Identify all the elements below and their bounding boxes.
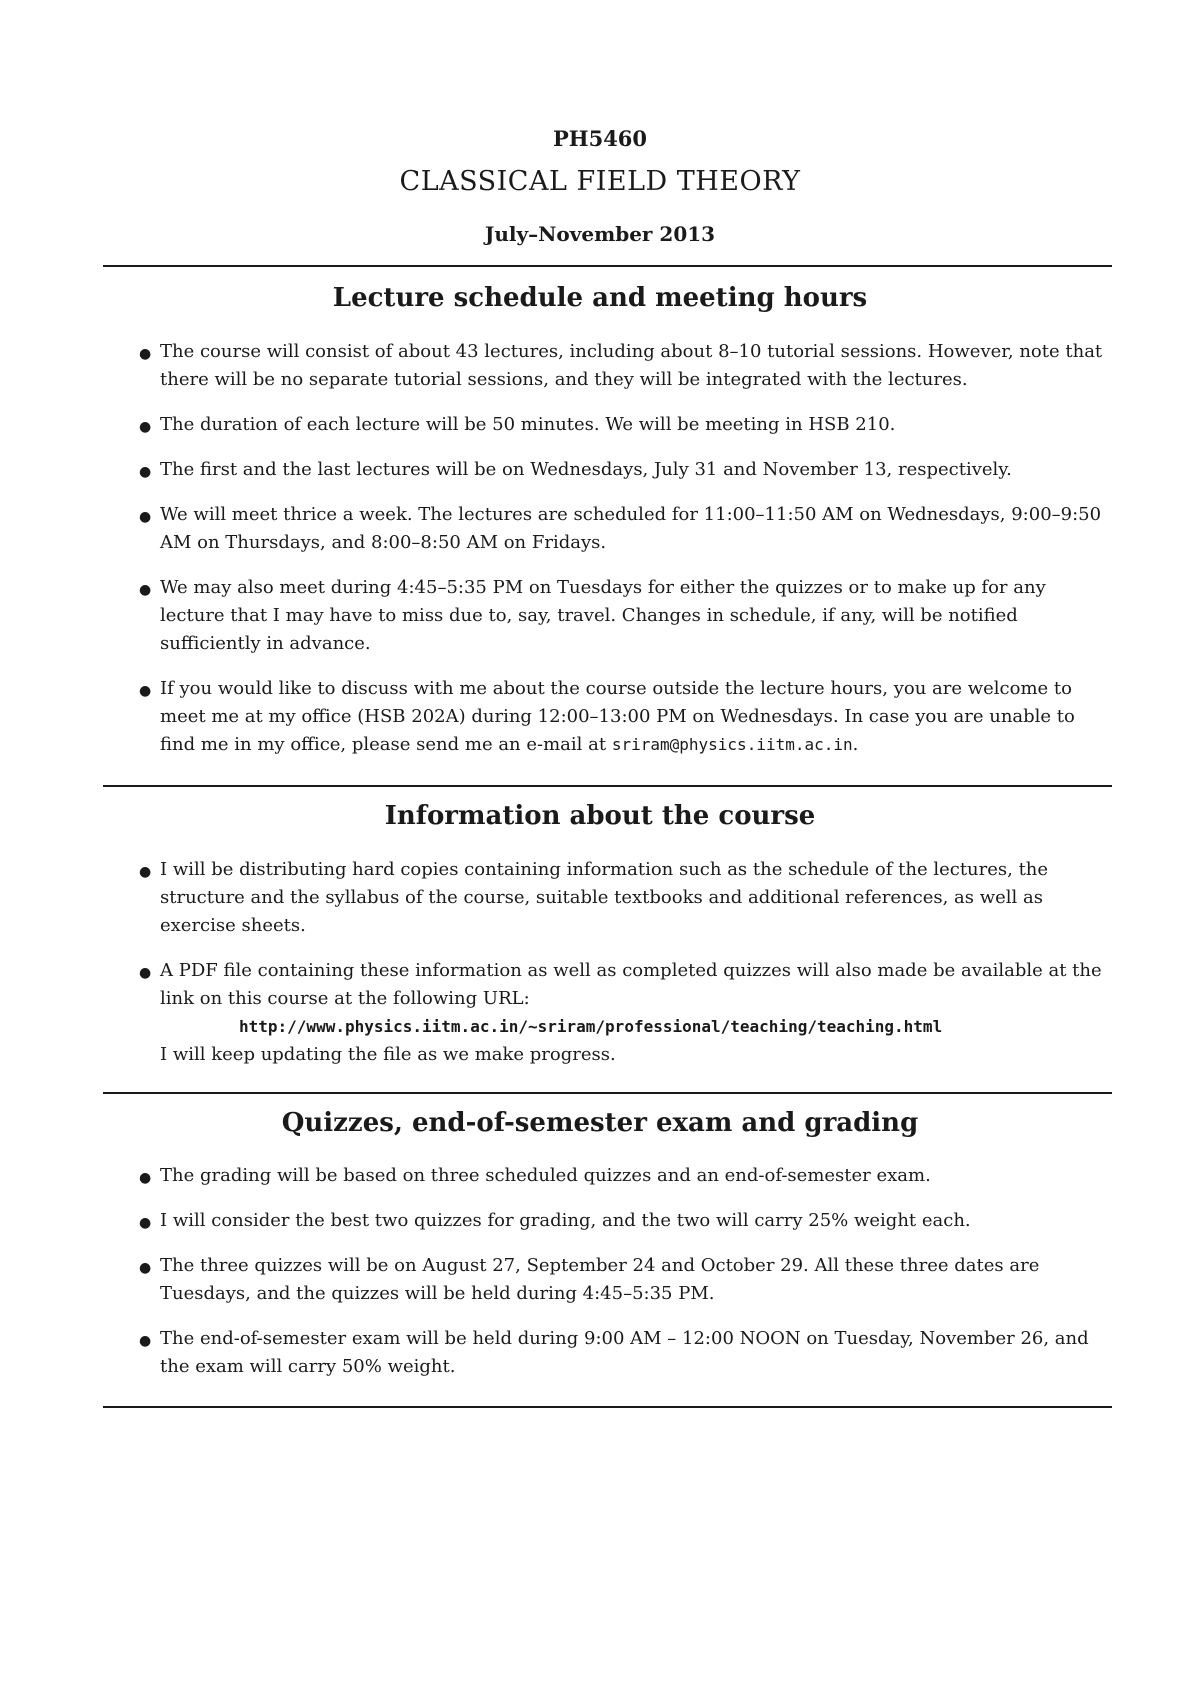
list-item: ● The end-of-semester exam will be held during 9:00 AM – 12:00 NOON on Tuesday, November 26, and the exam will carry 50% weight. bbox=[139, 1328, 1089, 1377]
bullet-icon: ● bbox=[139, 419, 152, 435]
list-item: ● The course will consist of about 43 lectures, including about 8–10 tutorial sessions. However, note that there will be no separate tutorial sessions, and they will be integrated with the lectures. bbox=[139, 341, 1103, 390]
list-item: ● A PDF file containing these information as well as completed quizzes will also made be available at the link on this course at the following URL: http://www.physics.iitm.ac.in/~sriram/professional/teaching/teaching.html I will keep updating the file as we make progress. bbox=[139, 960, 1102, 1065]
divider bbox=[103, 785, 1112, 787]
bullet-icon: ● bbox=[139, 1215, 152, 1231]
divider bbox=[103, 1092, 1112, 1094]
info-list bbox=[103, 856, 1112, 1086]
course-term: July–November 2013 bbox=[484, 222, 716, 246]
course-title: CLASSICAL FIELD THEORY bbox=[399, 166, 801, 197]
bullet-icon: ● bbox=[139, 582, 152, 598]
list-item: ● The three quizzes will be on August 27, September 24 and October 29. All these three dates are Tuesdays, and the quizzes will be held during 4:45–5:35 PM. bbox=[139, 1255, 1040, 1304]
list-item: ● We may also meet during 4:45–5:35 PM on Tuesdays for either the quizzes or to make up for any lecture that I may have to miss due to, say, travel. Changes in schedule, if any, will be notified sufficiently in advance. bbox=[139, 577, 1046, 654]
email-address[interactable]: sriram@physics.iitm.ac.in bbox=[611, 735, 853, 754]
section-heading-schedule: Lecture schedule and meeting hours bbox=[332, 283, 868, 313]
section-heading-grading: Quizzes, end-of-semester exam and grading bbox=[281, 1108, 919, 1138]
bullet-icon: ● bbox=[139, 864, 152, 880]
schedule-list bbox=[103, 338, 1112, 776]
bullet-icon: ● bbox=[139, 464, 152, 480]
grading-list bbox=[103, 1162, 1112, 1398]
divider bbox=[103, 1406, 1112, 1408]
bullet-icon: ● bbox=[139, 683, 152, 699]
divider bbox=[103, 265, 1112, 267]
bullet-icon: ● bbox=[139, 965, 152, 981]
bullet-icon: ● bbox=[139, 1333, 152, 1349]
bullet-icon: ● bbox=[139, 1170, 152, 1186]
list-item: ● The first and the last lectures will be on Wednesdays, July 31 and November 13, respectively. bbox=[103, 456, 1112, 484]
section-heading-info: Information about the course bbox=[384, 801, 816, 831]
list-item: ● We will meet thrice a week. The lectures are scheduled for 11:00–11:50 AM on Wednesdays, 9:00–9:50 AM on Thursdays, and 8:00–8:50 AM on Fridays. bbox=[139, 504, 1102, 553]
bullet-icon: ● bbox=[139, 1260, 152, 1276]
list-item-office-hours: ● If you would like to discuss with me about the course outside the lecture hours, you are welcome to meet me at my office (HSB 202A) during 12:00–13:00 PM on Wednesdays. In case you are unable to find me in my office, please send me an e-mail at sriram@physics.iitm.ac.in. bbox=[139, 678, 1075, 755]
bullet-icon: ● bbox=[139, 346, 152, 362]
list-item: ● I will consider the best two quizzes for grading, and the two will carry 25% weight each. bbox=[103, 1207, 1112, 1235]
course-code: PH5460 bbox=[552, 126, 648, 151]
list-item: ● I will be distributing hard copies containing information such as the schedule of the lectures, the structure and the syllabus of the course, suitable textbooks and additional references, as well as exercise sheets. bbox=[139, 859, 1049, 936]
list-item: ● The grading will be based on three scheduled quizzes and an end-of-semester exam. bbox=[103, 1162, 1112, 1190]
course-url-link[interactable]: http://www.physics.iitm.ac.in/~sriram/professional/teaching/teaching.html bbox=[239, 1017, 943, 1036]
list-item: ● The duration of each lecture will be 50 minutes. We will be meeting in HSB 210. bbox=[103, 411, 1112, 439]
bullet-icon: ● bbox=[139, 509, 152, 525]
